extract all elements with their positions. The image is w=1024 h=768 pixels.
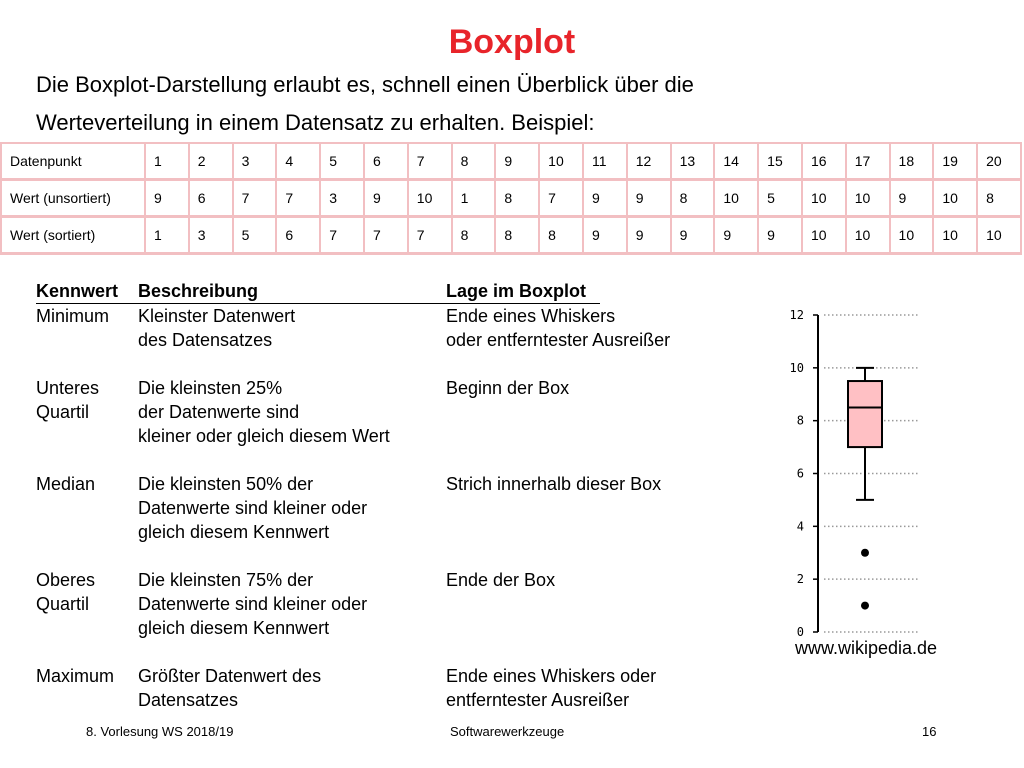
definition-kennwert-line: Quartil bbox=[36, 594, 90, 614]
table-cell: 9 bbox=[364, 180, 408, 217]
definition-kennwert bbox=[36, 304, 138, 352]
definition-kennwert-line: Median bbox=[36, 474, 96, 494]
definition-row bbox=[36, 472, 756, 544]
definition-beschreibung-line: des Datensatzes bbox=[138, 330, 273, 350]
table-cell: 7 bbox=[233, 180, 277, 217]
table-cell: 9 bbox=[627, 217, 671, 254]
table-cell: 6 bbox=[364, 143, 408, 180]
definition-kennwert-line: Maximum bbox=[36, 666, 115, 686]
table-cell: 8 bbox=[671, 180, 715, 217]
table-cell: 3 bbox=[233, 143, 277, 180]
table-cell: 3 bbox=[320, 180, 364, 217]
y-tick-label: 0 bbox=[796, 625, 804, 639]
table-cell: 13 bbox=[671, 143, 715, 180]
definition-lage-line: oder entferntester Ausreißer bbox=[446, 330, 671, 350]
data-table-row bbox=[1, 217, 1021, 254]
definition-lage bbox=[446, 568, 746, 640]
table-cell: 17 bbox=[846, 143, 890, 180]
intro-line-1: Die Boxplot-Darstellung erlaubt es, schnell einen Überblick über die bbox=[36, 72, 694, 97]
table-cell: 10 bbox=[846, 217, 890, 254]
definition-table bbox=[36, 279, 756, 736]
table-cell: 18 bbox=[890, 143, 934, 180]
y-tick-label: 4 bbox=[796, 519, 804, 534]
y-tick-label: 12 bbox=[789, 308, 804, 322]
definition-kennwert-line: Unteres bbox=[36, 378, 100, 398]
table-cell: 6 bbox=[189, 180, 233, 217]
y-tick-label: 10 bbox=[789, 360, 804, 375]
data-table-row bbox=[1, 180, 1021, 217]
definition-lage-line: Ende der Box bbox=[446, 570, 556, 590]
table-cell: 10 bbox=[977, 217, 1021, 254]
table-cell: 5 bbox=[233, 217, 277, 254]
y-tick-label: 2 bbox=[796, 572, 804, 587]
definition-beschreibung-line: Datenwerte sind kleiner oder bbox=[138, 594, 368, 614]
definition-row bbox=[36, 568, 756, 640]
table-cell: 20 bbox=[977, 143, 1021, 180]
table-cell: 9 bbox=[583, 180, 627, 217]
definition-beschreibung bbox=[138, 376, 446, 448]
definition-kennwert bbox=[36, 376, 138, 448]
definition-kennwert bbox=[36, 664, 138, 712]
box bbox=[848, 381, 882, 447]
outlier-point bbox=[861, 549, 869, 557]
definition-lage-line: Ende eines Whiskers bbox=[446, 306, 616, 326]
definition-lage-line: Ende eines Whiskers oder bbox=[446, 666, 657, 686]
definition-lage-line: Beginn der Box bbox=[446, 378, 570, 398]
definition-beschreibung bbox=[138, 664, 446, 712]
header-beschreibung: Beschreibung bbox=[138, 279, 446, 304]
definition-beschreibung-line: Die kleinsten 25% bbox=[138, 378, 283, 398]
definition-row bbox=[36, 376, 756, 448]
table-cell: 9 bbox=[758, 217, 802, 254]
definition-kennwert bbox=[36, 472, 138, 544]
table-cell: 12 bbox=[627, 143, 671, 180]
table-cell: 9 bbox=[890, 180, 934, 217]
table-cell: 9 bbox=[495, 143, 539, 180]
definition-beschreibung-line: gleich diesem Kennwert bbox=[138, 618, 330, 638]
definition-beschreibung-line: der Datenwerte sind bbox=[138, 402, 300, 422]
table-cell: 9 bbox=[145, 180, 189, 217]
definition-beschreibung-line: Datenwerte sind kleiner oder bbox=[138, 498, 368, 518]
data-table bbox=[0, 142, 1022, 255]
data-table-row bbox=[1, 143, 1021, 180]
table-cell: 5 bbox=[320, 143, 364, 180]
definition-kennwert-line: Minimum bbox=[36, 306, 110, 326]
table-cell: 8 bbox=[977, 180, 1021, 217]
outlier-point bbox=[861, 602, 869, 610]
table-cell: 14 bbox=[714, 143, 758, 180]
definition-beschreibung-line: Datensatzes bbox=[138, 690, 239, 710]
image-credit: www.wikipedia.de bbox=[795, 638, 938, 658]
y-tick-label: 8 bbox=[796, 413, 804, 428]
table-cell: 10 bbox=[539, 143, 583, 180]
table-cell: 10 bbox=[933, 180, 977, 217]
definition-row bbox=[36, 664, 756, 712]
definition-beschreibung-line: kleiner oder gleich diesem Wert bbox=[138, 426, 390, 446]
definition-kennwert-line: Oberes bbox=[36, 570, 96, 590]
y-tick-label: 6 bbox=[796, 466, 804, 481]
definition-lage bbox=[446, 664, 746, 712]
table-cell: 11 bbox=[583, 143, 627, 180]
definition-beschreibung-line: Größter Datenwert des bbox=[138, 666, 322, 686]
table-cell: 2 bbox=[189, 143, 233, 180]
table-cell: 10 bbox=[846, 180, 890, 217]
definition-lage bbox=[446, 472, 746, 544]
table-cell: 9 bbox=[583, 217, 627, 254]
table-cell: 8 bbox=[495, 180, 539, 217]
table-cell: 10 bbox=[933, 217, 977, 254]
slide-title: Boxplot bbox=[448, 23, 576, 61]
table-cell: 19 bbox=[933, 143, 977, 180]
table-cell: 10 bbox=[802, 180, 846, 217]
table-cell: 10 bbox=[714, 180, 758, 217]
table-cell: 15 bbox=[758, 143, 802, 180]
definition-header bbox=[36, 279, 756, 304]
table-cell: 7 bbox=[408, 143, 452, 180]
table-cell: 4 bbox=[276, 143, 320, 180]
table-cell: 5 bbox=[758, 180, 802, 217]
definition-lage bbox=[446, 376, 746, 448]
boxplot-chart bbox=[760, 300, 930, 645]
table-cell: 8 bbox=[452, 217, 496, 254]
table-cell: 3 bbox=[189, 217, 233, 254]
definition-row bbox=[36, 304, 756, 352]
table-cell: 8 bbox=[539, 217, 583, 254]
table-cell: 10 bbox=[408, 180, 452, 217]
header-kennwert: Kennwert bbox=[36, 279, 138, 304]
table-cell: 7 bbox=[364, 217, 408, 254]
intro-text bbox=[36, 66, 1016, 142]
row-label: Wert (sortiert) bbox=[1, 217, 145, 254]
table-cell: 8 bbox=[452, 143, 496, 180]
table-cell: 1 bbox=[145, 143, 189, 180]
footer-lecture: 8. Vorlesung WS 2018/19 bbox=[86, 724, 234, 739]
table-cell: 7 bbox=[539, 180, 583, 217]
table-cell: 16 bbox=[802, 143, 846, 180]
footer-course: Softwarewerkzeuge bbox=[450, 724, 565, 739]
header-lage: Lage im Boxplot bbox=[446, 279, 600, 304]
definition-lage-line: Strich innerhalb dieser Box bbox=[446, 474, 662, 494]
table-cell: 9 bbox=[627, 180, 671, 217]
table-cell: 8 bbox=[495, 217, 539, 254]
definition-beschreibung-line: Die kleinsten 50% der bbox=[138, 474, 314, 494]
definition-beschreibung-line: gleich diesem Kennwert bbox=[138, 522, 330, 542]
table-cell: 10 bbox=[890, 217, 934, 254]
definition-kennwert bbox=[36, 568, 138, 640]
row-label: Wert (unsortiert) bbox=[1, 180, 145, 217]
definition-beschreibung-line: Die kleinsten 75% der bbox=[138, 570, 314, 590]
table-cell: 7 bbox=[320, 217, 364, 254]
table-cell: 9 bbox=[714, 217, 758, 254]
row-label: Datenpunkt bbox=[1, 143, 145, 180]
table-cell: 1 bbox=[145, 217, 189, 254]
table-cell: 1 bbox=[452, 180, 496, 217]
definition-lage-line: entferntester Ausreißer bbox=[446, 690, 630, 710]
definition-beschreibung bbox=[138, 304, 446, 352]
table-cell: 6 bbox=[276, 217, 320, 254]
table-cell: 7 bbox=[408, 217, 452, 254]
definition-beschreibung-line: Kleinster Datenwert bbox=[138, 306, 296, 326]
definition-lage bbox=[446, 304, 746, 352]
definition-beschreibung bbox=[138, 568, 446, 640]
table-cell: 10 bbox=[802, 217, 846, 254]
footer-page-number: 16 bbox=[922, 724, 937, 739]
definition-kennwert-line: Quartil bbox=[36, 402, 90, 422]
definition-beschreibung bbox=[138, 472, 446, 544]
table-cell: 9 bbox=[671, 217, 715, 254]
table-cell: 7 bbox=[276, 180, 320, 217]
intro-line-2: Werteverteilung in einem Datensatz zu erhalten. Beispiel: bbox=[36, 110, 595, 135]
